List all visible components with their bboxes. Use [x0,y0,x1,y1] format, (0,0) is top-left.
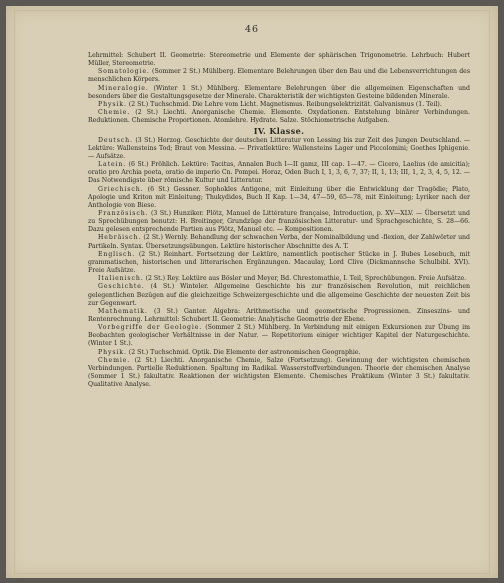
paragraph [88,109,470,125]
paragraph-text: (6 St.) Gessner. Sophokles Antigone, mit Einleitung über die Entwicklung der Tragödie; Plato, Apologie und Kriton mit Einleitung; Thukydides, Buch II Kap. 1—34, 47—59, 65—78, mit Einleitung; Lyriker nach der Anthologie von Biese. [88,185,470,209]
subject-title: Griechisch. [98,185,144,193]
subject-title: Mineralogie. [98,84,149,92]
paragraph [88,283,470,307]
paragraph-text: (Winter 1 St.) Mühlberg. Elementare Belehrungen über die allgemeinen Eigenschaften und besonders über die Gestaltungsgesetze der Minerale. Charakteristik der wichtigsten Gesteine bildenden Minerale. [88,84,470,100]
paragraph [88,85,470,101]
paragraph [88,275,470,283]
paragraph-text: (2 St.) Liechti. Anorganische Chemie, Salze (Fortsetzung). Gewinnung der wichtigsten chemischen Verbindungen. Partielle Reduktionen. Spaltung im Radikal. Wasserstoffverbindungen. Theorie der chemischen Analyse (Sommer 1 St.) fakultativ. Reaktionen der wichtigsten Elemente. Chemisches Praktikum (Winter 3 St.) fakultativ. Qualitative Analyse. [88,356,470,389]
subject-title: Vorbegriffe der Geologie. [98,324,203,332]
paragraph [88,324,470,348]
subject-title: Chemie. [98,356,131,364]
subject-title: Geschichte. [98,283,145,291]
subject-title: Deutsch. [98,136,133,144]
class-heading: IV. Klasse. [253,126,305,137]
paragraph [88,186,470,210]
paragraph-text: (4 St.) Winteler. Allgemeine Geschichte bis zur französischen Revolution, mit reichlichen gelegentlichen Bezügen auf die gleichzeitige Schweizergeschichte und die allgemeine Geschichte der neuesten Zeit bis zur Gegenwart. [88,283,470,307]
paragraph [88,68,470,84]
subject-title: Physik. [98,100,127,108]
subject-title: Englisch. [98,250,136,258]
paragraph [88,52,470,68]
subject-title: Physik. [98,348,127,356]
paragraph-text: (Sommer 2 St.) Mühlberg. Elementare Belehrungen über den Bau und die Lebensverrichtungen des menschlichen Körpers. [88,68,470,84]
paragraph-text: (2 St.) Reinhart. Fortsetzung der Lektüre, namentlich poetischer Stücke in J. Bubes Lesebuch, mit grammatischen, historischen und litterarischen Ergänzungen. Macaulay, Lord Clive (Dickmannsche Schulbibl. XVI). Freie Aufsätze. [88,250,470,275]
subject-title: Französisch. [98,209,149,217]
paragraph [88,251,470,275]
top-section [88,52,470,125]
paragraph [88,349,470,357]
paragraph-text: (2 St.) Rey. Lektüre aus Bösler und Meyer, Bd. Chrestomathie, I. Teil, Sprechübungen. Freie Aufsätze. [143,275,467,283]
paragraph [88,234,470,250]
class-section [88,137,470,390]
subject-title: Somatologie. [98,68,150,76]
paragraph [88,308,470,324]
subject-title: Mathematik. [98,307,148,315]
paragraph [88,210,470,234]
paragraph-text: (6 St.) Fröhlich. Lektüre: Tacitus, Annalen Buch I—II gamz, III cap. 1—47. — Cicero, Laelius (de amicitia); oratio pro Archia poeta, oratio de imperio Cn. Pompei. Horaz, Oden Buch I, 1, 3, 6, 7, 37; II, 1, 13; III, 1, 2, 3, 4, 5, 12. — Das Notwendigste über römische Kultur und Litteratur. [88,161,470,185]
subject-title: Hebräisch. [98,234,142,242]
paragraph [88,161,470,185]
document-page [6,6,498,578]
paragraph [88,101,470,109]
paragraph [88,137,470,161]
subject-title: Latein. [98,161,127,169]
paragraph-text: (2 St.) Tuchschmid. Optik. Die Elemente der astronomischen Geographie. [126,348,361,356]
paragraph-text: Lehrmittel: Schubert II. Geometrie: Stereometrie und Elemente der sphärischen Trigonometrie. Lehrbuch: Hubert Müller, Stereometrie. [88,52,470,68]
paragraph-text: (3 St.) Herzog. Geschichte der deutschen Litteratur von Lessing bis zur Zeit des Jungen Deutschland. — Lektüre: Wallensteins Tod; Braut von Messina. — Privatlektüre: Wallensteins Lager und Piccolomini; Goethes Iphigenie. — Aufsätze. [88,136,470,160]
subject-title: Italienisch. [98,275,144,283]
paragraph-text: (3 St.) Ganter. Algebra: Arithmetische und geometrische Progressionen. Zinseszins- und Rentenrechnung. Lehrmittel: Schubert II. Geometrie: Analytische Geometrie der Ebene. [88,307,470,323]
page-number: 46 [244,24,260,35]
paragraph-text: (3 St.) Hunziker. Plötz, Manuel de Littérature française, Introduction, p. XV—XLV. — Übersetzt und zu Sprechübungen benutzt: H. Breitinger, Grundzüge der französischen Litteratur- und Sprachgeschichte, S. 28—66. Dazu gelesen entsprechende Partien aus Plötz, Manuel etc. — Kompositionen. [88,209,470,234]
paragraph [88,357,470,390]
paragraph-text: (2 St.) Tuchschmid. Die Lehre vom Licht. Magnetismus. Reibungselektrizität. Galvanismus (1. Teil). [126,100,442,108]
paragraph-text: (2 St.) Wernly. Behandlung der schwachen Verba, der Nominalbildung und -flexion, der Zahlwörter und Partikeln. Syntax. Übersetzungsübungen. Lektüre historischer Abschnitte des A. T. [88,234,470,250]
subject-title: Chemie. [98,109,131,117]
paragraph-text: (Sommer 2 St.) Mühlberg. In Verbindung mit einigen Exkursionen zur Übung im Beobachten geologischer Verhältnisse in der Natur. — Repetitorium einiger wichtiger Kapitel der Naturgeschichte. (Winter 1 St.). [88,324,471,348]
page-body [88,52,470,389]
paragraph-text: (2 St.) Liechti. Anorganische Chemie. Elemente. Oxydationen. Entstehung binärer Verbindungen. Reduktionen. Chemische Proportionen. Atomlehre. Hydrate. Salze. Stöchiometrische Aufgaben. [88,109,470,125]
